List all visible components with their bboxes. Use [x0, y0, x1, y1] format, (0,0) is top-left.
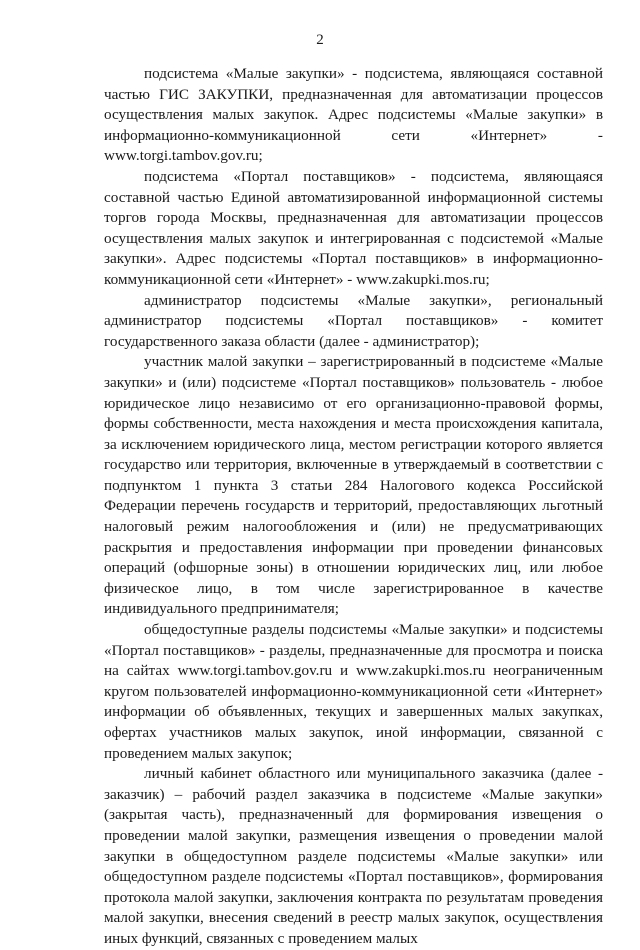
definition-public-sections: общедоступные разделы подсистемы «Малые закупки» и подсистемы «Портал поставщиков» - разделы, предназначенные для просмотра и поиска на сайтах www.torgi.tambov.gov.ru и www.zakupki.mos.ru неограниченным кругом пользователей информационно-коммуникационной сети «Интернет» информации об объявленных, текущих и завершенных малых закупках, офертах участников малых закупок, иной информации, связанной с проведением малых закупок; — [104, 621, 603, 762]
document-body — [104, 64, 603, 950]
page-number: 2 — [316, 32, 324, 48]
definition-small-purchases-subsystem: подсистема «Малые закупки» - подсистема, являющаяся составной частью ГИС ЗАКУПКИ, предназначенная для автоматизации процессов осуществления малых закупок. Адрес подсистемы «Малые закупки» в информационно-коммуникационной сети «Интернет» - www.torgi.tambov.gov.ru; — [104, 65, 603, 165]
definition-purchase-participant: участник малой закупки – зарегистрированный в подсистеме «Малые закупки» и (или) подсистеме «Портал поставщиков» пользователь - любое юридическое лицо независимо от его организационно-правовой формы, формы собственности, места нахождения и места происхождения капитала, за исключением юридического лица, местом регистрации которого является государство или территория, включенные в утверждаемый в соответствии с подпунктом 1 пункта 3 статьи 284 Налогового кодекса Российской Федерации перечень государств и территорий, предоставляющих льготный налоговый режим налогообложения и (или) не предусматривающих раскрытия и предоставления информации при проведении финансовых операций (офшорные зоны) в отношении юридических лиц, или любое физическое лицо, в том числе зарегистрированное в качестве индивидуального предпринимателя; — [104, 353, 603, 618]
definition-customer-account: личный кабинет областного или муниципального заказчика (далее - заказчик) – рабочий раздел заказчика в подсистеме «Малые закупки» (закрытая часть), предназначенный для формирования извещения о проведении малой закупки, размещения извещения о проведении малой закупки в общедоступном разделе подсистемы «Малые закупки» или общедоступном разделе подсистемы «Портал поставщиков», формирования протокола малой закупки, заключения контракта по результатам проведения малой закупки, внесения сведений в реестр малых закупок, осуществления иных функций, связанных с проведением малых — [104, 765, 603, 947]
definition-administrator: администратор подсистемы «Малые закупки», региональный администратор подсистемы «Портал поставщиков» - комитет государственного заказа области (далее - администратор); — [104, 291, 603, 350]
definition-suppliers-portal-subsystem: подсистема «Портал поставщиков» - подсистема, являющаяся составной частью Единой автоматизированной информационной системы торгов города Москвы, предназначенная для автоматизации процессов осуществления малых закупок и интегрированная с подсистемой «Малые закупки». Адрес подсистемы «Портал поставщиков» в информационно-коммуникационной сети «Интернет» - www.zakupki.mos.ru; — [104, 167, 603, 288]
